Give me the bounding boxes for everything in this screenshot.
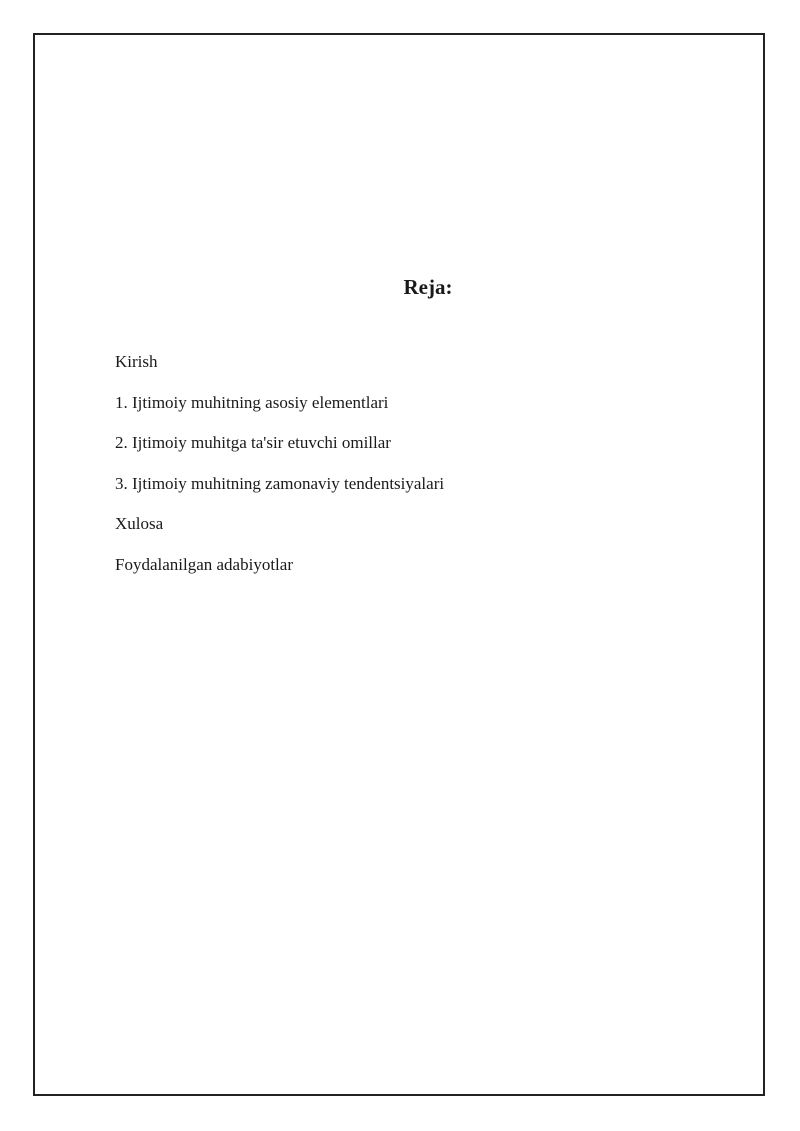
toc-item-section-2: 2. Ijtimoiy muhitga ta'sir etuvchi omillar [115,433,391,453]
toc-item-introduction: Kirish [115,352,158,371]
toc-item-conclusion: Xulosa [115,514,164,534]
toc-item-section-1: 1. Ijtimoiy muhitning asosiy elementlari [115,392,389,412]
toc-item-section-3: 3. Ijtimoiy muhitning zamonaviy tendentsiyalari [115,473,445,493]
table-of-contents [115,350,444,594]
toc-item-references: Foydalanilgan adabiyotlar [115,554,293,574]
page-title: Reja: [403,275,453,299]
